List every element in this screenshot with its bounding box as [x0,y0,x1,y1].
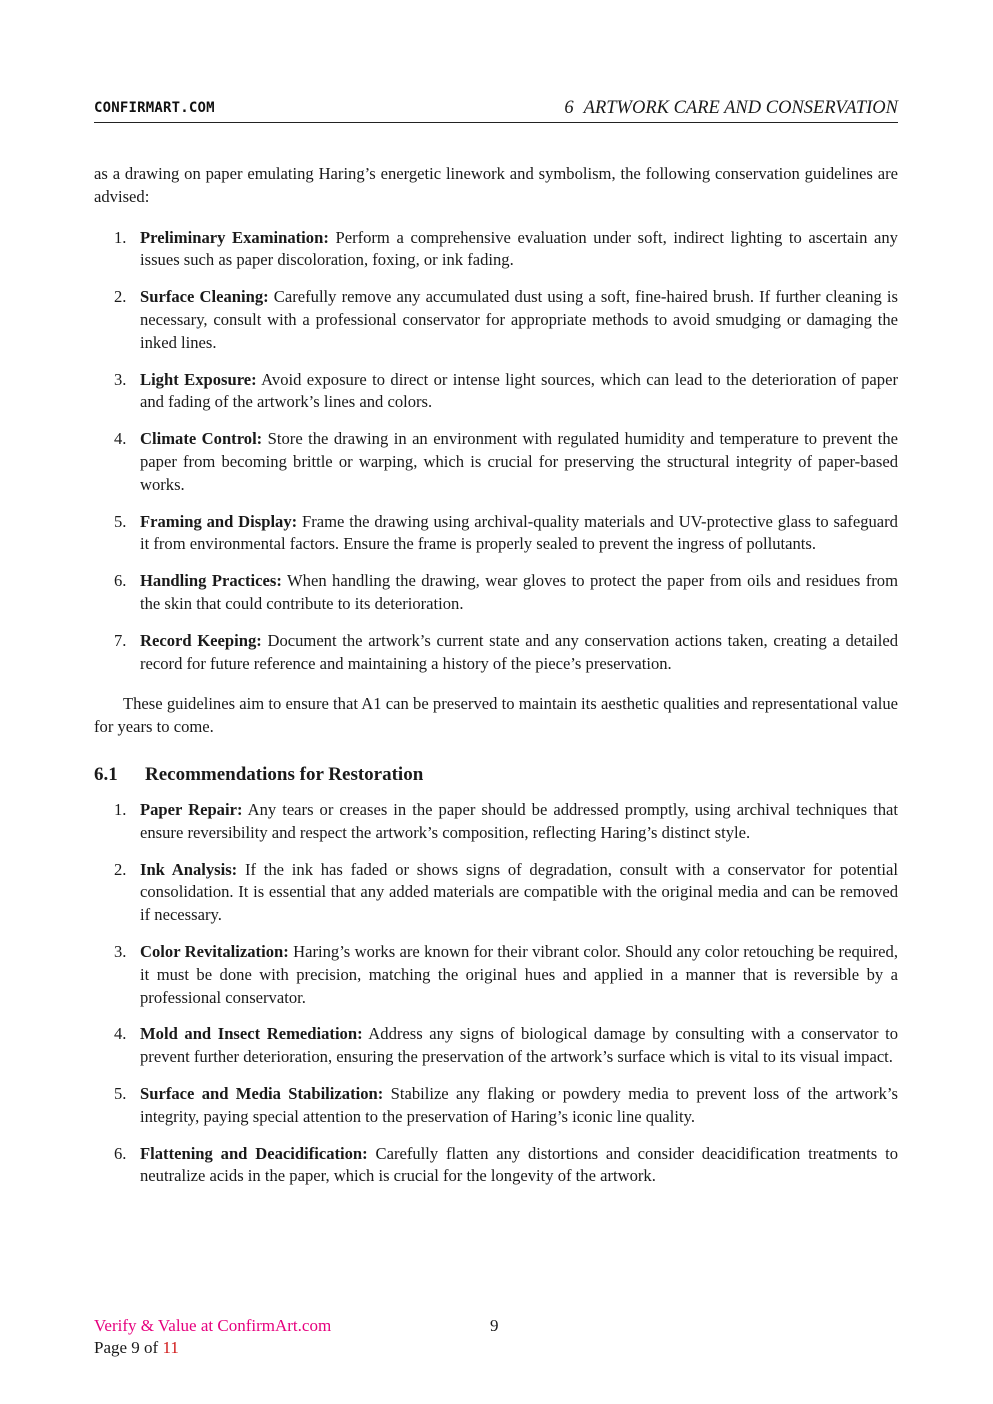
item-number: 1. [114,799,127,819]
item-number: 2. [114,859,127,879]
item-number: 2. [114,287,127,307]
list-item [94,630,898,676]
item-number: 1. [114,227,127,247]
item-text: Avoid exposure to direct or intense light sources, which can lead to the deterioration of paper and fading of the artwork’s lines and colors. [140,369,898,412]
section-title: ARTWORK CARE AND CONSERVATION [583,98,898,118]
item-text: Carefully remove any accumulated dust using a soft, fine-haired brush. If further cleaning is necessary, consult with a professional conservator for appropriate methods to avoid smudging or damaging the inked lines. [140,287,898,352]
item-text: Any tears or creases in the paper should be addressed promptly, using archival techniques that ensure reversibility and respect the artwork’s composition, reflecting Haring’s distinct style. [140,799,899,842]
footer-page-counter [94,1338,179,1358]
item-text: Haring’s works are known for their vibrant color. Should any color retouching be required, it must be done with precision, matching the original hues and applied in a manner that is reversible by a professional conservator. [140,941,898,1007]
item-number: 5. [114,1083,127,1103]
footer-page-number: 9 [490,1316,499,1335]
list-item [94,1083,898,1129]
item-number: 3. [114,941,127,961]
page-prefix: Page 9 of [94,1338,159,1357]
item-text: Perform a comprehensive evaluation under soft, indirect lighting to ascertain any issues such as paper discoloration, foxing, or ink fading. [140,227,898,270]
section-heading-number: 6.1 [94,763,118,785]
item-title: Handling Practices: [140,571,282,591]
closing-paragraph: These guidelines aim to ensure that A1 can be preserved to maintain its aesthetic qualities and representational value for years to come. [94,694,898,737]
footer-verify-link[interactable]: Verify & Value at ConfirmArt.com [94,1316,332,1335]
item-title: Surface Cleaning: [140,287,269,307]
page-total-link[interactable]: 11 [162,1338,179,1357]
item-number: 6. [114,571,127,591]
item-text: Document the artwork’s current state and any conservation actions taken, creating a detailed record for future reference and maintaining a history of the piece’s preservation. [140,630,898,673]
item-title: Climate Control: [140,429,263,449]
item-text: If the ink has faded or shows signs of degradation, consult with a conservator for potential consolidation. It is essential that any added materials are compatible with the original media and can be removed if necessary. [140,859,898,925]
item-title: Record Keeping: [140,630,262,650]
section-heading [94,763,898,787]
item-title: Surface and Media Stabilization: [140,1083,384,1103]
running-header [94,98,898,123]
list-item [94,428,898,496]
item-text: When handling the drawing, wear gloves to protect the paper from oils and residues from the skin that could contribute to its deterioration. [140,571,898,613]
guidelines-list [94,227,898,676]
item-title: Ink Analysis: [140,859,238,879]
item-title: Framing and Display: [140,511,298,531]
list-item [94,227,898,273]
brand-logo[interactable]: CONFIRMART.COM [94,100,215,116]
item-title: Color Revitalization: [140,941,289,961]
list-item [94,369,898,415]
item-text: Stabilize any flaking or powdery media to prevent loss of the artwork’s integrity, paying special attention to the preservation of Haring’s iconic line quality. [140,1083,898,1126]
item-number: 7. [114,630,127,650]
running-title [564,98,898,119]
section-heading-title: Recommendations for Restoration [145,763,424,785]
intro-paragraph: as a drawing on paper emulating Haring’s energetic linework and symbolism, the following conservation guidelines are advised: [94,164,898,206]
page-content [94,163,898,1202]
restoration-list [94,799,898,1188]
item-text: Address any signs of biological damage by consulting with a conservator to prevent further deterioration, ensuring the preservation of the artwork’s surface which is vital to its visual impact. [140,1024,899,1067]
item-title: Mold and Insect Remediation: [140,1024,363,1044]
item-title: Paper Repair: [140,799,243,819]
item-number: 4. [114,429,127,449]
item-number: 6. [114,1143,127,1163]
list-item [94,570,898,616]
item-title: Flattening and Deacidification: [140,1143,368,1163]
list-item [94,941,898,1009]
item-number: 4. [114,1024,127,1044]
item-title: Light Exposure: [140,369,257,389]
item-title: Preliminary Examination: [140,227,329,247]
section-number: 6 [564,98,574,118]
list-item [94,1023,898,1069]
item-text: Carefully flatten any distortions and consider deacidification treatments to neutralize acids in the paper, which is crucial for the longevity of the artwork. [140,1143,898,1186]
item-number: 5. [114,511,127,531]
item-text: Store the drawing in an environment with regulated humidity and temperature to prevent the paper from becoming brittle or warping, which is crucial for preserving the structural integrity of paper-based works. [140,429,898,494]
list-item [94,859,898,927]
item-number: 3. [114,369,127,389]
list-item [94,286,898,354]
list-item [94,1143,898,1189]
item-text: Frame the drawing using archival-quality materials and UV-protective glass to safeguard it from environmental factors. Ensure the frame is properly sealed to prevent the ingress of pollutants. [140,511,898,554]
list-item [94,799,898,845]
list-item [94,511,898,557]
